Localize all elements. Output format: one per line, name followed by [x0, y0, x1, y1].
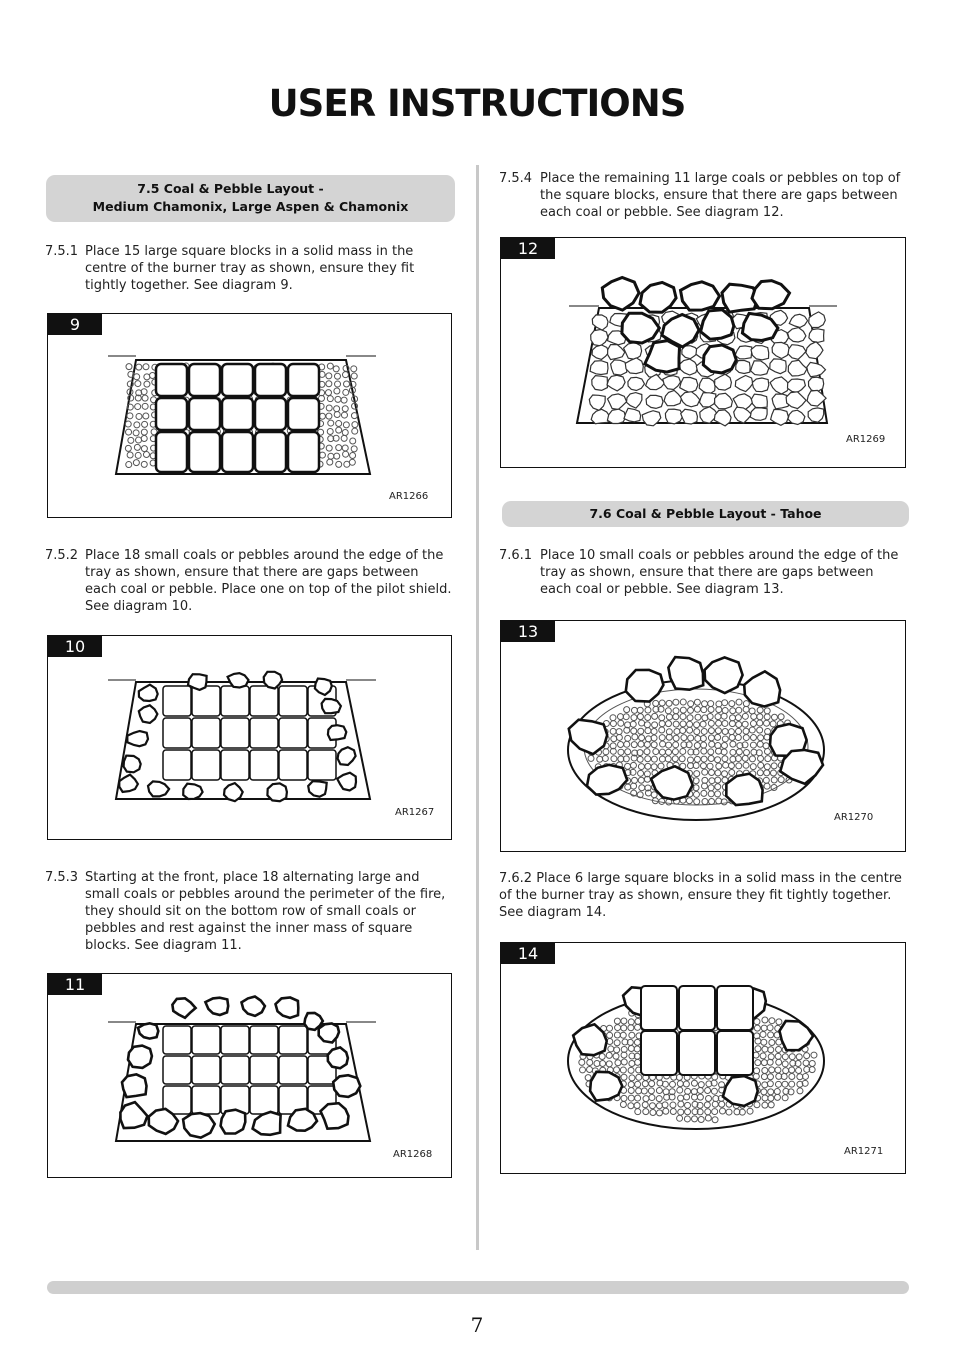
small-coal — [308, 781, 327, 797]
section-heading-7-6: 7.6 Coal & Pebble Layout - Tahoe — [502, 501, 909, 527]
step-7-5-4 — [499, 170, 907, 221]
column-divider — [476, 165, 479, 1250]
coal — [172, 998, 195, 1018]
diagram-11 — [47, 973, 452, 1178]
square-block — [163, 1026, 191, 1054]
coal — [183, 1113, 215, 1138]
square-block — [279, 1026, 307, 1054]
large-coal — [701, 310, 734, 339]
large-coal — [681, 282, 720, 310]
square-block — [679, 1031, 715, 1075]
diagram-ref: AR1270 — [834, 812, 874, 823]
coal — [221, 1110, 246, 1134]
large-coal — [752, 281, 790, 309]
square-block — [717, 986, 753, 1030]
square-block — [279, 750, 307, 780]
square-block — [192, 1086, 220, 1114]
square-block — [250, 1086, 278, 1114]
square-block — [189, 398, 220, 430]
step-text: Place 10 small coals or pebbles around the edge of the tray as shown, ensure that there are gaps between each coal or pebble. See diagram 13. — [540, 548, 899, 597]
large-coal — [622, 313, 659, 343]
step-line — [499, 870, 907, 921]
square-block — [250, 686, 278, 716]
diagram-12-illustration — [569, 268, 859, 428]
small-coal — [592, 376, 608, 391]
diagram-12 — [500, 237, 906, 468]
small-coal — [700, 393, 716, 407]
step-number: 7.6.2 — [499, 871, 533, 886]
square-block — [288, 432, 319, 472]
square-block — [250, 718, 278, 748]
diagram-13 — [500, 620, 906, 852]
pebble — [351, 366, 357, 372]
small-coal — [183, 784, 202, 799]
square-block — [279, 686, 307, 716]
small-coal — [809, 329, 824, 343]
small-coal — [736, 360, 750, 373]
pebble — [351, 373, 357, 379]
square-block — [641, 986, 677, 1030]
square-block — [279, 1056, 307, 1084]
square-block — [255, 398, 286, 430]
small-coal — [744, 671, 780, 706]
step-number: 7.6.1 — [499, 548, 533, 563]
square-block — [192, 718, 220, 748]
diagram-14-illustration — [561, 961, 831, 1131]
diagram-ref: AR1269 — [846, 434, 886, 445]
step-7-5-3 — [45, 869, 453, 954]
square-block — [255, 364, 286, 396]
square-block — [163, 686, 191, 716]
step-7-6-1 — [499, 547, 907, 598]
square-block — [156, 364, 187, 396]
section-heading-7-5-line1: 7.5 Coal & Pebble Layout - — [137, 181, 324, 196]
square-block — [679, 986, 715, 1030]
coal — [333, 1075, 360, 1097]
coal — [590, 1072, 622, 1101]
large-coal — [703, 345, 736, 373]
diagram-10-illustration — [108, 664, 408, 809]
coal — [328, 1047, 348, 1068]
section-heading-7-5 — [46, 175, 455, 222]
diagram-number: 11 — [48, 974, 102, 995]
coal — [242, 997, 265, 1016]
small-coal — [267, 783, 287, 801]
coal — [122, 1074, 147, 1097]
square-block — [641, 1031, 677, 1075]
small-coal — [809, 312, 826, 328]
square-block — [221, 686, 249, 716]
diagram-ref: AR1266 — [389, 491, 429, 502]
coal — [138, 1023, 158, 1038]
diagram-number: 13 — [501, 621, 555, 642]
diagram-13-illustration — [561, 655, 831, 825]
square-block — [222, 364, 253, 396]
step-text: Starting at the front, place 18 alternating large and small coals or pebbles around the perimeter of the fire, they should sit on the bottom row of small coals or pebbles and rest against the inner mass of square blocks. See diagram 11. — [85, 870, 446, 953]
page-number: 7 — [470, 1313, 484, 1337]
square-block — [308, 750, 336, 780]
large-coal — [602, 278, 639, 311]
square-block — [192, 686, 220, 716]
square-block — [221, 1026, 249, 1054]
coal — [319, 1024, 339, 1043]
square-block — [189, 364, 220, 396]
square-block — [255, 432, 286, 472]
small-coal — [611, 360, 627, 375]
square-block — [279, 718, 307, 748]
diagram-9-illustration — [108, 344, 408, 484]
small-coal — [139, 705, 158, 723]
small-coal — [624, 408, 641, 422]
step-number: 7.5.3 — [45, 870, 79, 885]
section-heading-7-5-line2: Medium Chamonix, Large Aspen & Chamonix — [92, 199, 409, 214]
square-block — [163, 718, 191, 748]
diagram-number: 10 — [48, 636, 102, 657]
square-block — [717, 1031, 753, 1075]
page-title: USER INSTRUCTIONS — [268, 82, 686, 125]
square-block — [156, 398, 187, 430]
square-block — [221, 718, 249, 748]
small-coal — [807, 362, 826, 376]
square-block — [221, 750, 249, 780]
diagram-number: 12 — [501, 238, 555, 259]
step-text: Place 15 large square blocks in a solid mass in the centre of the burner tray as shown, ensure they fit tightly together. See diagram 9. — [85, 244, 415, 293]
square-block — [192, 1056, 220, 1084]
diagram-number: 9 — [48, 314, 102, 335]
square-block — [192, 750, 220, 780]
small-coal — [188, 674, 207, 690]
step-number: 7.5.1 — [45, 244, 79, 259]
small-coal — [668, 657, 703, 690]
square-block — [163, 750, 191, 780]
diagram-number: 14 — [501, 943, 555, 964]
coal — [205, 998, 228, 1015]
small-coal — [726, 774, 762, 805]
diagram-14 — [500, 942, 906, 1174]
pebble — [126, 364, 132, 370]
diagram-ref: AR1268 — [393, 1149, 433, 1160]
step-7-6-2 — [499, 870, 907, 921]
square-block — [221, 1056, 249, 1084]
square-block — [156, 432, 187, 472]
small-coal — [809, 377, 824, 391]
small-coal — [127, 731, 148, 746]
small-coal — [590, 361, 608, 375]
small-coal — [750, 408, 767, 421]
square-block — [288, 364, 319, 396]
small-coal — [322, 699, 341, 713]
square-block — [250, 1026, 278, 1054]
step-7-5-1 — [45, 243, 453, 294]
step-number: 7.5.2 — [45, 548, 79, 563]
diagram-ref: AR1267 — [395, 807, 435, 818]
square-block — [189, 432, 220, 472]
square-block — [222, 398, 253, 430]
square-block — [163, 1056, 191, 1084]
small-coal — [646, 395, 663, 408]
step-text: Place 18 small coals or pebbles around the edge of the tray as shown, ensure that there are gaps between each coal or pebble. Place one on top of the pilot shield. See diagram 10. — [85, 548, 452, 614]
small-coal — [124, 756, 141, 773]
square-block — [288, 398, 319, 430]
diagram-9 — [47, 313, 452, 518]
small-coal — [752, 378, 769, 392]
square-block — [250, 1056, 278, 1084]
step-text: Place the remaining 11 large coals or pebbles on top of the square blocks, ensure that there are gaps between each coal or pebble. See diagram 12. — [540, 171, 901, 220]
footer-bar — [47, 1281, 909, 1294]
step-7-5-2 — [45, 547, 453, 615]
coal — [128, 1046, 152, 1068]
step-number: 7.5.4 — [499, 171, 533, 186]
small-coal — [328, 725, 346, 740]
coal — [276, 998, 299, 1018]
square-block — [222, 432, 253, 472]
square-block — [192, 1026, 220, 1054]
diagram-11-illustration — [108, 986, 408, 1146]
square-block — [250, 750, 278, 780]
diagram-10 — [47, 635, 452, 840]
diagram-ref: AR1271 — [844, 1146, 884, 1157]
step-text: Place 6 large square blocks in a solid mass in the centre of the burner tray as shown, ensure they fit tightly together. See diagram 14. — [499, 871, 902, 920]
small-coal — [751, 394, 767, 408]
